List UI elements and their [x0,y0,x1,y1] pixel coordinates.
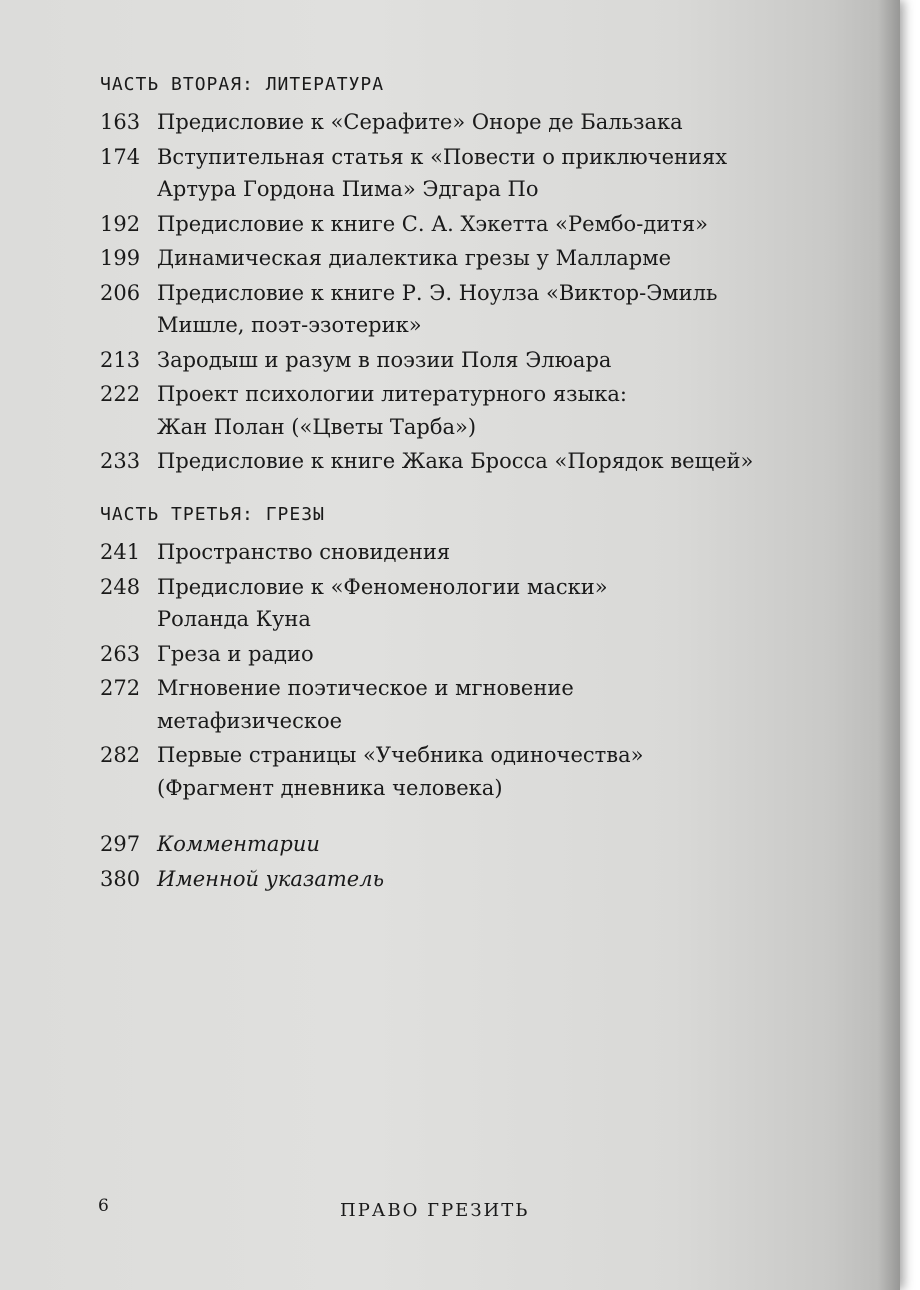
toc-entry-title: Греза и радио [157,641,314,666]
toc-entry-title: Проект психологии литературного языка: Жан Полан («Цветы Тарба») [157,382,627,439]
page-edge-shadow [878,0,900,1290]
part-two-heading: ЧАСТЬ ВТОРАЯ: ЛИТЕРАТУРА [100,74,385,95]
toc-entry-title: Мгновение поэтическое и мгновение метафизическое [157,676,574,733]
toc-page-number: 233 [100,449,141,473]
toc-entry-title: Именной указатель [157,866,385,891]
toc-entry [100,445,753,478]
toc-entry [100,536,643,569]
page-number: 6 [98,1196,109,1216]
toc-page-number: 213 [100,347,141,372]
appendix-section [100,828,384,897]
toc-page-number: 163 [100,110,141,134]
toc-entry [100,106,753,139]
toc-page-number: 199 [100,246,141,270]
toc-page-number: 248 [100,574,141,599]
toc-entry-title: Предисловие к книге Жака Бросса «Порядок вещей» [157,449,754,473]
toc-entry-title: Предисловие к книге С. А. Хэкетта «Рембо-дитя» [157,211,708,236]
toc-page-number: 222 [100,382,141,406]
toc-entry-title: Первые страницы «Учебника одиночества» (Фрагмент дневника человека) [157,743,644,800]
toc-entry-title: Пространство сновидения [157,540,451,564]
toc-page-number: 206 [100,280,141,305]
toc-entry [100,344,753,377]
toc-entry-title: Предисловие к «Серафите» Оноре де Бальзака [157,110,683,134]
toc-page-number: 272 [100,676,141,700]
toc-entry-title: Зародыш и разум в поэзии Поля Элюара [157,347,612,372]
toc-entry [100,672,643,737]
toc-page-number: 241 [100,540,141,564]
running-title: ПРАВО ГРЕЗИТЬ [340,1200,530,1221]
toc-page-number: 282 [100,743,141,767]
toc-entry [100,638,643,671]
toc-entry-title: Динамическая диалектика грезы у Малларме [157,246,672,270]
toc-entry [100,378,753,443]
toc-entry [100,828,384,861]
toc-entry-title: Предисловие к «Феноменологии маски» Роланда Куна [157,574,608,631]
toc-entry [100,277,753,342]
toc-entry [100,571,643,636]
toc-entry-title: Комментарии [157,832,320,856]
toc-page-number: 380 [100,866,141,891]
toc-page-number: 263 [100,641,141,666]
toc-entry [100,863,384,896]
toc-page-number: 174 [100,144,141,169]
toc-entry-title: Вступительная статья к «Повести о приключениях Артура Гордона Пима» Эдгара По [157,144,728,201]
toc-page-number: 192 [100,211,141,236]
part-three-section [100,500,643,806]
toc-entry [100,208,753,241]
toc-entry [100,242,753,275]
toc-page-number: 297 [100,832,141,856]
part-two-section [100,70,753,480]
toc-entry [100,141,753,206]
toc-entry [100,739,643,804]
part-three-heading: ЧАСТЬ ТРЕТЬЯ: ГРЕЗЫ [100,504,325,525]
toc-entry-title: Предисловие к книге Р. Э. Ноулза «Виктор-Эмиль Мишле, поэт-эзотерик» [157,280,718,337]
